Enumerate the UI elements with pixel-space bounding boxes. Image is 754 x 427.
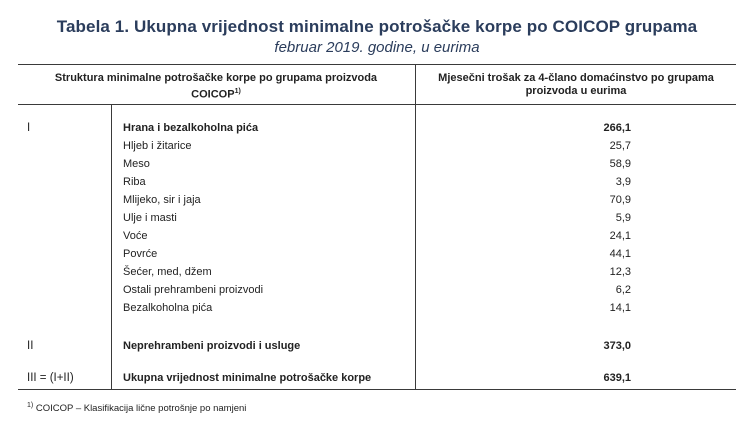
row-label: Hljeb i žitarice — [123, 140, 192, 152]
header-top-rule — [18, 64, 736, 65]
row-roman: III = (I+II) — [27, 372, 74, 384]
row-label: Ostali prehrambeni proizvodi — [123, 284, 264, 296]
table-subtitle: februar 2019. godine, u eurima — [274, 39, 480, 56]
header-left-coicop: COICOP — [191, 88, 235, 101]
row-roman: I — [27, 122, 31, 134]
row-roman: II — [27, 340, 34, 352]
row-value: 70,9 — [609, 194, 631, 206]
row-label: Meso — [123, 158, 150, 170]
table-row — [0, 191, 754, 209]
row-value: 12,3 — [609, 266, 631, 278]
table-row — [0, 209, 754, 227]
table-row — [0, 369, 754, 387]
row-value: 24,1 — [609, 230, 631, 242]
table-row — [0, 299, 754, 317]
table-title: Tabela 1. Ukupna vrijednost minimalne potrošačke korpe po COICOP grupama — [56, 17, 698, 36]
row-value: 373,0 — [603, 340, 631, 352]
footnote-mark: 1) — [27, 402, 34, 409]
header-left-line2 — [18, 85, 414, 102]
header-bottom-rule — [18, 104, 736, 105]
row-label: Ukupna vrijednost minimalne potrošačke korpe — [123, 372, 372, 384]
footnote — [27, 402, 246, 414]
row-value: 5,9 — [615, 212, 631, 224]
row-label: Voće — [123, 230, 148, 242]
table-row — [0, 281, 754, 299]
header-right-line1: Mjesečni trošak za 4-člano domaćinstvo po grupama — [438, 72, 714, 84]
row-value: 266,1 — [603, 122, 631, 134]
table-row — [0, 263, 754, 281]
table-row — [0, 173, 754, 191]
table-row — [0, 137, 754, 155]
header-right-line2: proizvoda u eurima — [525, 85, 627, 97]
header-right — [416, 72, 736, 98]
table-row — [0, 155, 754, 173]
table-row — [0, 337, 754, 355]
table-row — [0, 227, 754, 245]
row-value: 6,2 — [615, 284, 631, 296]
row-label: Riba — [123, 176, 146, 188]
table-row — [0, 245, 754, 263]
row-label: Mlijeko, sir i jaja — [123, 194, 201, 206]
row-label: Ulje i masti — [123, 212, 177, 224]
row-value: 25,7 — [609, 140, 631, 152]
row-value: 3,9 — [615, 176, 631, 188]
footnote-text: COICOP – Klasifikacija lične potrošnje po namjeni — [33, 403, 247, 415]
row-value: 58,9 — [609, 158, 631, 170]
row-value: 639,1 — [603, 372, 631, 384]
row-label: Hrana i bezalkoholna pića — [123, 122, 259, 134]
table-row — [0, 119, 754, 137]
row-label: Povrće — [123, 248, 158, 260]
row-value: 14,1 — [609, 302, 631, 314]
row-label: Šećer, med, džem — [123, 266, 212, 278]
header-left-line1: Struktura minimalne potrošačke korpe po grupama proizvoda — [54, 72, 378, 84]
row-value: 44,1 — [609, 248, 631, 260]
table-bottom-rule — [18, 389, 736, 390]
row-label: Neprehrambeni proizvodi i usluge — [123, 340, 301, 352]
row-label: Bezalkoholna pića — [123, 302, 213, 314]
header-left-footnote-mark: 1) — [234, 88, 241, 95]
header-left — [18, 72, 414, 102]
